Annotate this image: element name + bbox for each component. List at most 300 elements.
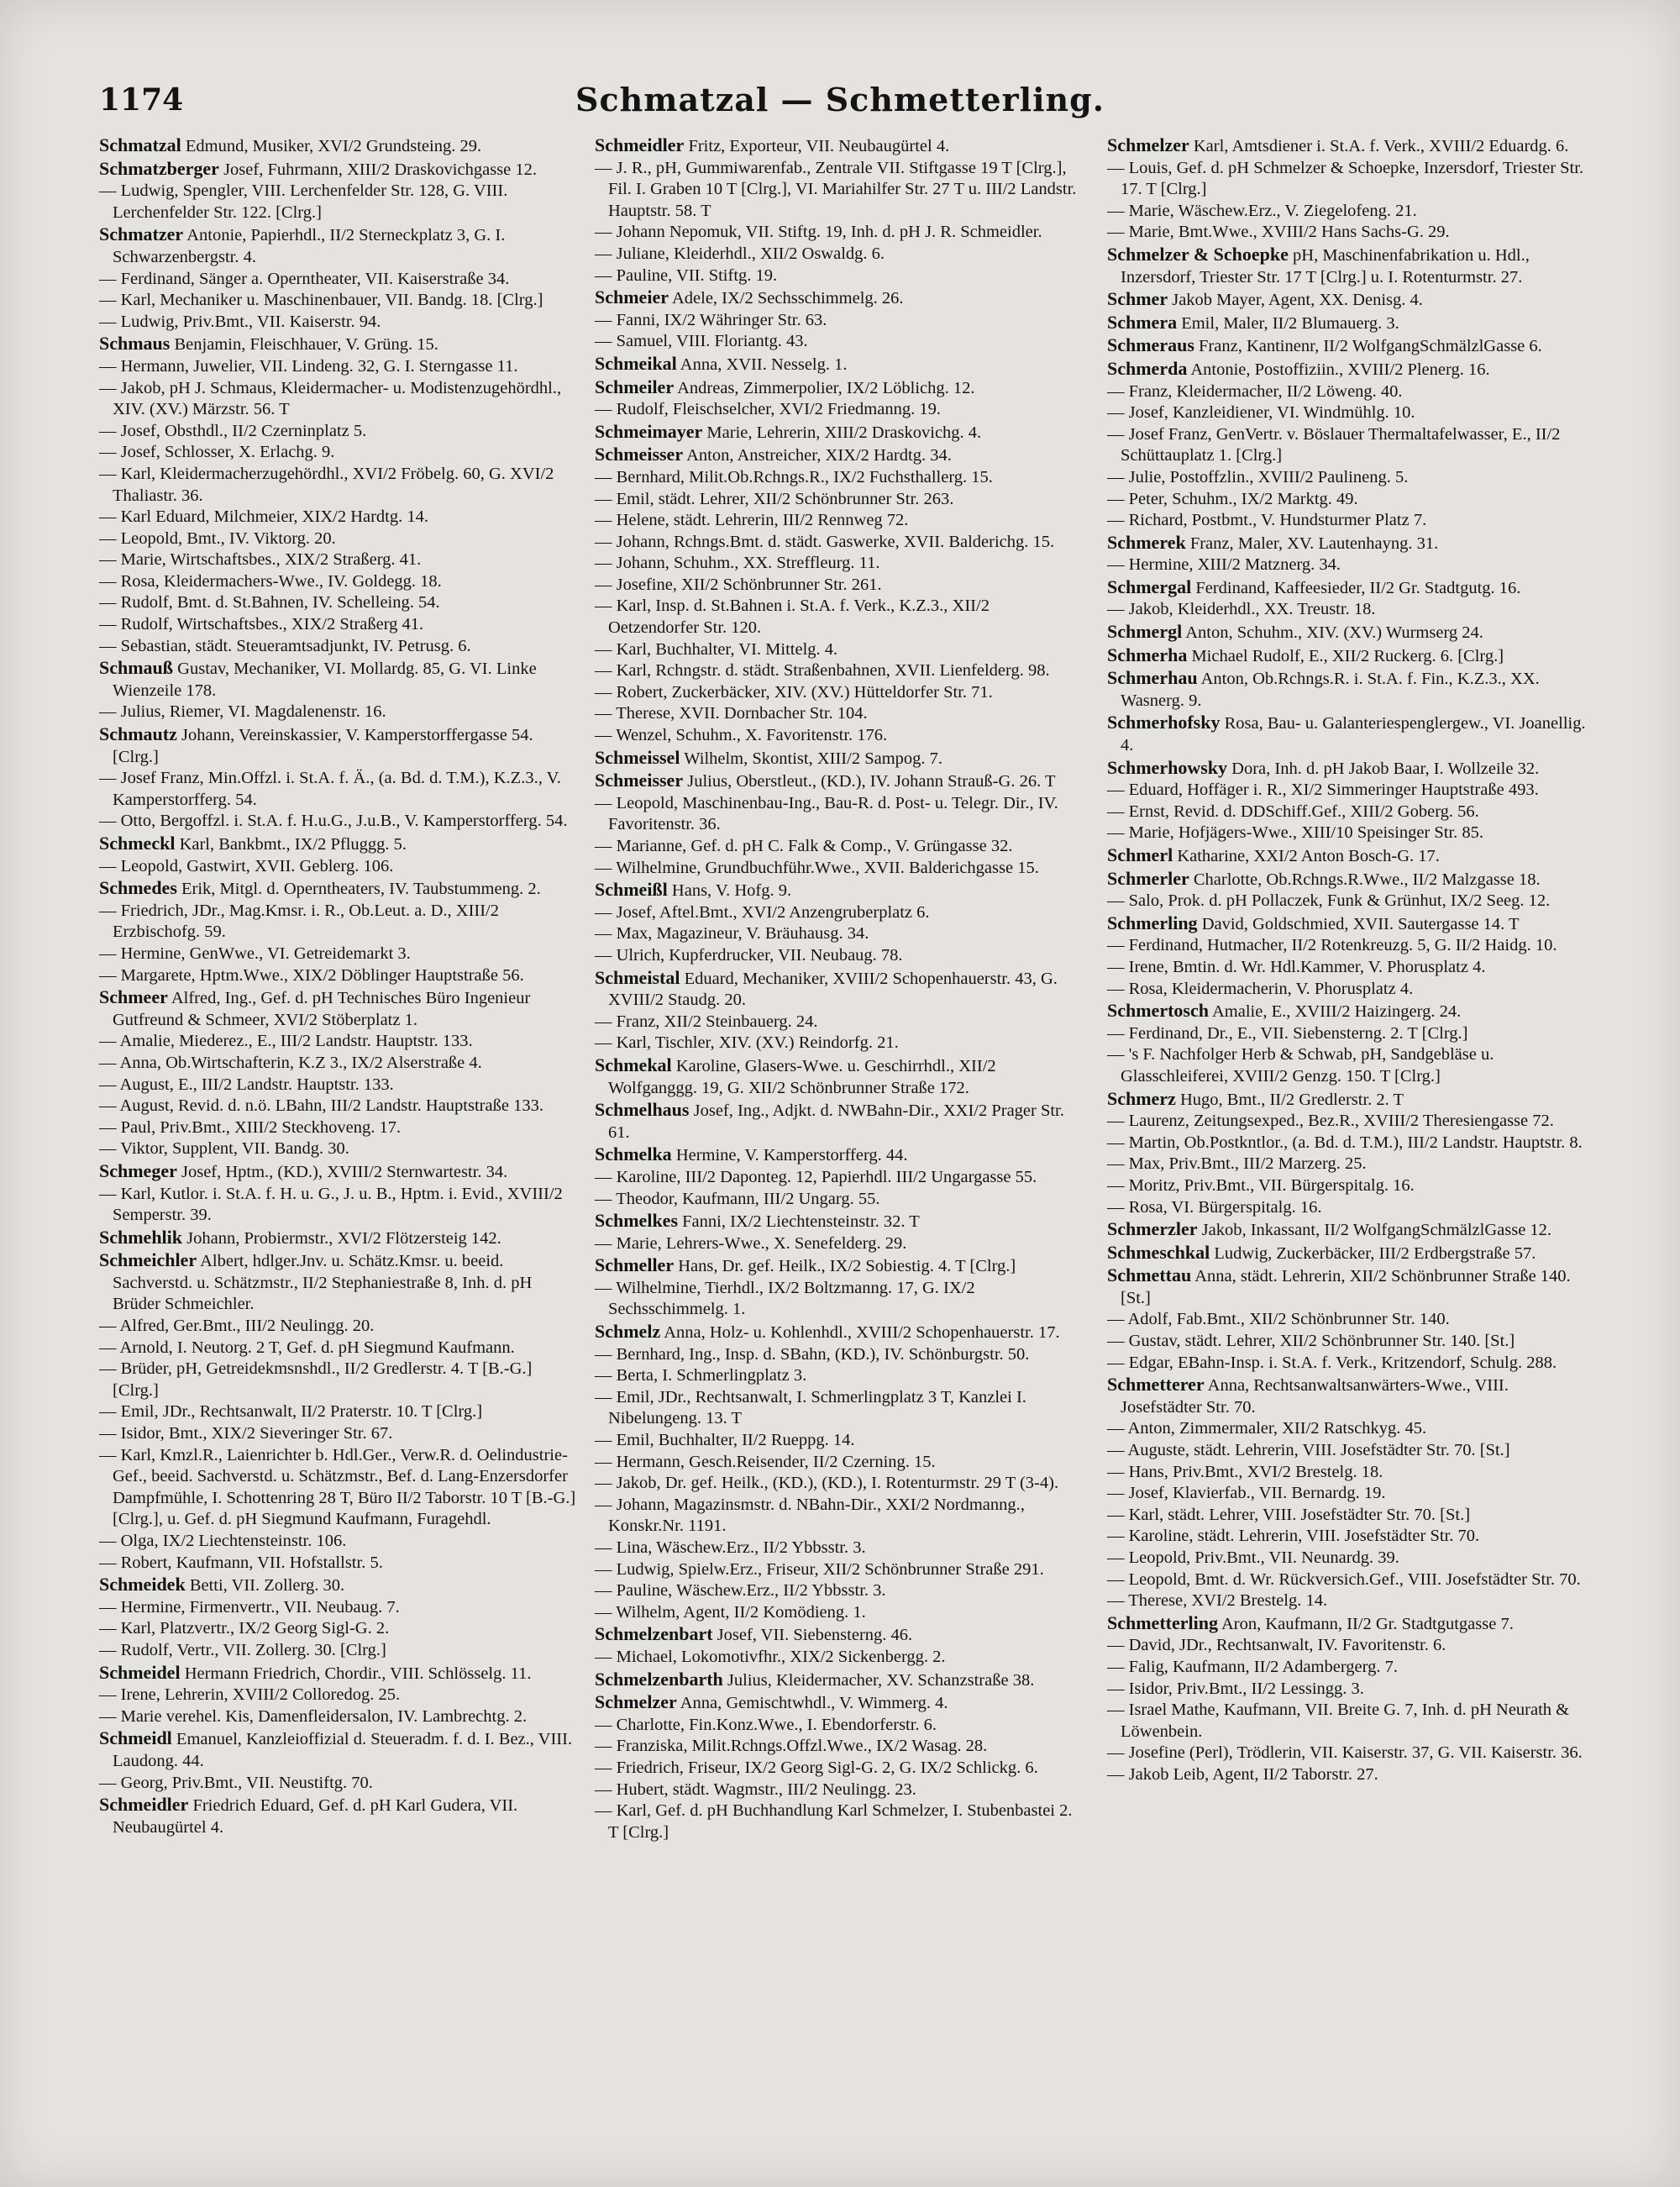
entry-text: — Margarete, Hptm.Wwe., XIX/2 Döblinger Hauptstraße 56.: [99, 965, 524, 985]
directory-entry: [1107, 467, 1590, 489]
entry-text: — Ludwig, Priv.Bmt., VII. Kaiserstr. 94.: [99, 312, 381, 331]
directory-entry: [1107, 1635, 1590, 1657]
entry-text: — Georg, Priv.Bmt., VII. Neustiftg. 70.: [99, 1773, 373, 1792]
entry-surname: Schmeer: [99, 986, 168, 1008]
entry-text: Anna, Rechtsanwaltsanwärters-Wwe., VIII. Josefstädter Str. 70.: [1121, 1376, 1509, 1417]
directory-entry: [595, 1801, 1078, 1843]
entry-text: — Marie, Wirtschaftsbes., XIX/2 Straßerg. 41.: [99, 550, 422, 570]
entry-surname: Schmerz: [1107, 1087, 1176, 1109]
directory-entry: [595, 467, 1078, 489]
entry-text: Julius, Oberstleut., (KD.), IV. Johann Strauß-G. 26. T: [687, 772, 1056, 791]
entry-text: Friedrich Eduard, Gef. d. pH Karl Gudera, VII. Neubaugürtel 4.: [113, 1796, 518, 1837]
entry-text: — Theodor, Kaufmann, III/2 Ungarg. 55.: [595, 1189, 880, 1208]
entry-text: — Otto, Bergoffzl. i. St.A. f. H.u.G., J.u.B., V. Kamperstorfferg. 54.: [99, 812, 568, 831]
entry-text: Hermine, V. Kamperstorfferg. 44.: [675, 1146, 908, 1165]
directory-entry: [1107, 1590, 1590, 1612]
entry-text: — Isidor, Bmt., XIX/2 Sieveringer Str. 67.: [99, 1424, 393, 1443]
entry-text: — 's F. Nachfolger Herb & Schwab, pH, Sandgebläse u. Glasschleiferei, XVIII/2 Genzg. 150. T [Clrg.]: [1107, 1045, 1494, 1086]
entry-text: — Karl, Gef. d. pH Buchhandlung Karl Schmelzer, I. Stubenbastei 2. T [Clrg.]: [595, 1801, 1073, 1842]
entry-text: — Rudolf, Fleischselcher, XVI/2 Friedmanng. 19.: [595, 400, 941, 419]
directory-entry: [1107, 134, 1590, 158]
directory-entry: [99, 1618, 582, 1640]
directory-entry: [1107, 1309, 1590, 1331]
entry-text: Rosa, Bau- u. Galanteriespenglergew., VI. Joanellig. 4.: [1121, 714, 1586, 755]
entry-surname: Schmeidel: [99, 1661, 181, 1683]
directory-entry: [99, 592, 582, 614]
entry-surname: Schmerda: [1107, 357, 1188, 379]
directory-entry: [595, 1780, 1078, 1801]
directory-entry: [99, 1075, 582, 1096]
directory-entry: [99, 1640, 582, 1662]
entry-text: Hans, Dr. gef. Heilk., IX/2 Sobiestig. 4. T [Clrg.]: [678, 1257, 1016, 1276]
directory-entry: [99, 1160, 582, 1184]
entry-surname: Schmelkes: [595, 1210, 678, 1232]
directory-entry: [595, 639, 1078, 661]
directory-entry: [1107, 1088, 1590, 1112]
entry-text: Karl, Amtsdiener i. St.A. f. Verk., XVIII/2 Eduardg. 6.: [1193, 137, 1569, 155]
directory-entry: [595, 1099, 1078, 1143]
directory-entry: [1107, 1440, 1590, 1462]
entry-text: — Karl, Platzvertr., IX/2 Georg Sigl-G. 2.: [99, 1619, 390, 1638]
entry-text: Alfred, Ing., Gef. d. pH Technisches Büro Ingenieur Gutfreund & Schmeer, XVI/2 Stöberplatz 1.: [113, 989, 531, 1029]
directory-entry: [595, 1580, 1078, 1602]
entry-text: Anton, Anstreicher, XIX/2 Hardtg. 34.: [686, 446, 952, 465]
entry-text: Antonie, Papierhdl., II/2 Sterneckplatz 3, G. I. Schwarzenbergstr. 4.: [113, 226, 506, 266]
entry-surname: Schmautz: [99, 723, 177, 745]
entry-text: — Karl, Buchhalter, VI. Mittelg. 4.: [595, 639, 838, 659]
entry-surname: Schmerler: [1107, 867, 1189, 889]
directory-entry: [595, 532, 1078, 554]
directory-entry: [99, 1053, 582, 1075]
entry-text: — Franz, Kleidermacher, II/2 Löweng. 40.: [1107, 381, 1403, 401]
entry-text: — Adolf, Fab.Bmt., XII/2 Schönbrunner Str. 140.: [1107, 1310, 1450, 1329]
entry-surname: Schmelhaus: [595, 1099, 690, 1121]
entry-surname: Schmelzer: [1107, 134, 1189, 155]
entry-text: — Robert, Zuckerbäcker, XIV. (XV.) Hütteldorfer Str. 71.: [595, 682, 993, 702]
entry-surname: Schmelz: [595, 1321, 661, 1343]
directory-entry: [99, 333, 582, 356]
directory-entry: [1107, 1218, 1590, 1242]
entry-text: Charlotte, Ob.Rchngs.R.Wwe., II/2 Malzgasse 18.: [1193, 870, 1541, 889]
directory-entry: [99, 1553, 582, 1575]
directory-entry: [99, 944, 582, 965]
entry-text: — Emil, JDr., Rechtsanwalt, I. Schmerlingplatz 3 T, Kanzlei I. Nibelungeng. 13. T: [595, 1387, 1026, 1428]
directory-entry: [1107, 891, 1590, 912]
directory-entry: [1107, 1111, 1590, 1133]
directory-entry: [99, 901, 582, 944]
directory-entry: [99, 158, 582, 181]
entry-text: Emanuel, Kanzleioffizial d. Steueradm. f. d. I. Bez., VIII. Laudong. 44.: [113, 1730, 573, 1770]
directory-entry: [99, 507, 582, 528]
directory-entry: [99, 1316, 582, 1338]
entry-text: pH, Maschinenfabrikation u. Hdl., Inzersdorf, Triester Str. 17 T [Clrg.] u. I. Rotenturmstr. 27.: [1121, 245, 1530, 287]
entry-text: Franz, Maler, XV. Lautenhayng. 31.: [1189, 534, 1439, 553]
entry-text: — Josefine (Perl), Trödlerin, VII. Kaiserstr. 37, G. VII. Kaiserstr. 36.: [1107, 1743, 1583, 1763]
entry-text: — Ferdinand, Sänger a. Operntheater, VII. Kaiserstraße 34.: [99, 269, 510, 288]
entry-text: — Jakob, Dr. gef. Heilk., (KD.), (KD.), I. Rotenturmstr. 29 T (3-4).: [595, 1474, 1059, 1493]
directory-entry: [595, 310, 1078, 332]
entry-text: Edmund, Musiker, XVI/2 Grundsteing. 29.: [185, 137, 482, 155]
entry-text: — Julius, Riemer, VI. Magdalenenstr. 16.: [99, 702, 386, 722]
entry-text: Julius, Kleidermacher, XV. Schanzstraße 38.: [727, 1670, 1035, 1690]
directory-entry: [1107, 844, 1590, 868]
entry-text: — Hermine, XIII/2 Matznerg. 34.: [1107, 555, 1341, 575]
directory-entry: [595, 1344, 1078, 1366]
directory-entry: [1107, 1743, 1590, 1764]
directory-entry: [595, 596, 1078, 639]
directory-entry: [595, 353, 1078, 376]
directory-entry: [99, 1662, 582, 1685]
entry-text: Anna, städt. Lehrerin, XII/2 Schönbrunner Straße 140. [St.]: [1121, 1267, 1571, 1307]
directory-entry: [1107, 802, 1590, 823]
entry-surname: Schmeidl: [99, 1727, 172, 1749]
directory-entry: [595, 923, 1078, 945]
directory-entry: [595, 1473, 1078, 1495]
directory-entry: [595, 1495, 1078, 1538]
entry-text: Benjamin, Fleischhauer, V. Grüng. 15.: [174, 335, 438, 355]
entry-text: — Johann, Rchngs.Bmt. d. städt. Gaswerke, XVII. Balderichg. 15.: [595, 532, 1055, 551]
entry-text: Michael Rudolf, E., XII/2 Ruckerg. 6. [Clrg.]: [1191, 646, 1504, 665]
entry-text: — Franz, XII/2 Steinbauerg. 24.: [595, 1012, 818, 1031]
entry-text: — Michael, Lokomotivfhr., XIX/2 Sickenbergg. 2.: [595, 1647, 946, 1666]
entry-text: Albert, hdlger.Jnv. u. Schätz.Kmsr. u. beeid. Sachverstd. u. Schätzmstr., II/2 Stephaniestraße 8, Inh. d. pH Brüder Schmeichler.: [113, 1252, 533, 1314]
directory-entry: [99, 965, 582, 987]
directory-entry: [1107, 1242, 1590, 1265]
directory-entry: [99, 356, 582, 378]
entry-text: — Hermann, Juwelier, VII. Lindeng. 32, G. I. Sterngasse 11.: [99, 356, 518, 376]
directory-entry: [1107, 381, 1590, 403]
directory-entry: [99, 1031, 582, 1053]
directory-entry: [99, 1423, 582, 1445]
entry-surname: Schmeidek: [99, 1574, 186, 1596]
directory-entry: [595, 1691, 1078, 1715]
entry-text: — Karl, Rchngstr. d. städt. Straßenbahnen, XVII. Lienfelderg. 98.: [595, 661, 1050, 681]
entry-text: — J. R., pH, Gummiwarenfab., Zentrale VII. Stiftgasse 19 T [Clrg.], Fil. I. Graben 10 T [Clrg.], VI. Mariahilfer Str. 27 T u. III/2 Landstr. Hauptstr. 58. T: [595, 158, 1077, 220]
entry-text: — Josef Franz, GenVertr. v. Böslauer Thermaltafelwasser, E., II/2 Schüttauplatz 1. [Clrg.]: [1107, 424, 1561, 465]
directory-entry: [1107, 757, 1590, 781]
directory-entry: [1107, 288, 1590, 312]
entry-text: — Helene, städt. Lehrerin, III/2 Rennweg 72.: [595, 511, 909, 530]
directory-entry: [99, 856, 582, 878]
directory-entry: [595, 1210, 1078, 1233]
entry-text: — Leopold, Priv.Bmt., VII. Neunardg. 39.: [1107, 1548, 1399, 1567]
entry-text: — Ludwig, Spengler, VIII. Lerchenfelder Str. 128, G. VIII. Lerchenfelder Str. 122. [Clrg.]: [99, 181, 508, 222]
entry-surname: Schmertosch: [1107, 1000, 1209, 1022]
directory-entry: [595, 1736, 1078, 1758]
directory-entry: [595, 1758, 1078, 1780]
directory-entry: [595, 575, 1078, 597]
entry-text: — Wilhelmine, Grundbuchführ.Wwe., XVII. Balderichgasse 15.: [595, 858, 1039, 877]
entry-surname: Schmekal: [595, 1054, 672, 1075]
directory-entry: [1107, 712, 1590, 756]
directory-entry: [595, 158, 1078, 223]
entry-text: — Wenzel, Schuhm., X. Favoritenstr. 176.: [595, 726, 888, 745]
directory-entry: [595, 1143, 1078, 1167]
directory-entry: [1107, 1548, 1590, 1569]
directory-entry: [1107, 1679, 1590, 1701]
entry-text: Hans, V. Hofg. 9.: [671, 881, 792, 901]
entry-text: Wilhelm, Skontist, XIII/2 Sampog. 7.: [684, 749, 943, 768]
entry-surname: Schmettau: [1107, 1264, 1192, 1286]
entry-text: Adele, IX/2 Sechsschimmelg. 26.: [671, 289, 904, 308]
directory-entry: [1107, 1353, 1590, 1375]
entry-text: — Robert, Kaufmann, VII. Hofstallstr. 5.: [99, 1553, 383, 1572]
entry-surname: Schmatzal: [99, 134, 181, 155]
entry-text: Marie, Lehrerin, XIII/2 Draskovichg. 4.: [706, 423, 982, 442]
entry-text: — Richard, Postbmt., V. Hundsturmer Platz 7.: [1107, 511, 1427, 530]
entry-surname: Schmelzer: [595, 1691, 677, 1713]
entry-text: — Johann, Magazinsmstr. d. NBahn-Dir., XXI/2 Nordmanng., Konskr.Nr. 1191.: [595, 1495, 1025, 1536]
entry-text: — Therese, XVII. Dornbacher Str. 104.: [595, 704, 868, 723]
directory-entry: [99, 1706, 582, 1728]
directory-entry: [99, 614, 582, 636]
directory-entry: [99, 1727, 582, 1772]
entry-surname: Schmerzler: [1107, 1218, 1198, 1240]
directory-entry: [1107, 402, 1590, 424]
entry-text: Fritz, Exporteur, VII. Neubaugürtel 4.: [688, 137, 950, 155]
directory-entry: [99, 378, 582, 421]
entry-text: — Israel Mathe, Kaufmann, VII. Breite G. 7, Inh. d. pH Neurath & Löwenbein.: [1107, 1701, 1570, 1741]
directory-entry: [99, 1773, 582, 1795]
directory-entry: [99, 833, 582, 856]
entry-surname: Schmeimayer: [595, 420, 703, 442]
directory-entry: [1107, 1505, 1590, 1527]
directory-entry: [1107, 576, 1590, 600]
entry-text: — Johann Nepomuk, VII. Stiftg. 19, Inh. d. pH J. R. Schmeidler.: [595, 223, 1042, 242]
directory-entry: [595, 1321, 1078, 1344]
directory-entry: [1107, 1764, 1590, 1786]
entry-text: David, Goldschmied, XVII. Sautergasse 14. T: [1201, 914, 1520, 933]
entry-surname: Schmaus: [99, 333, 171, 355]
directory-entry: [1107, 1023, 1590, 1045]
entry-text: — Bernhard, Ing., Insp. d. SBahn, (KD.), IV. Schönburgstr. 50.: [595, 1344, 1030, 1364]
entry-text: — Irene, Lehrerin, XVIII/2 Colloredog. 25.: [99, 1685, 401, 1705]
entry-text: Josef, Fuhrmann, XIII/2 Draskovichgasse 12.: [223, 160, 537, 179]
entry-text: — Rudolf, Vertr., VII. Zollerg. 30. [Clrg.]: [99, 1640, 386, 1659]
entry-surname: Schmeger: [99, 1159, 177, 1181]
entry-text: — Leopold, Gastwirt, XVII. Geblerg. 106.: [99, 856, 394, 875]
entry-text: — Hermann, Gesch.Reisender, II/2 Czerning. 15.: [595, 1452, 936, 1471]
entry-surname: Schmeissel: [595, 746, 680, 768]
directory-entry: [595, 222, 1078, 244]
directory-entry: [595, 1365, 1078, 1387]
directory-entry: [595, 1559, 1078, 1581]
entry-text: Andreas, Zimmerpolier, IX/2 Löblichg. 12.: [677, 378, 975, 397]
entry-text: — Hermine, Firmenvertr., VII. Neubaug. 7.: [99, 1597, 400, 1617]
directory-entry: [595, 1669, 1078, 1692]
entry-surname: Schmerhau: [1107, 667, 1198, 689]
directory-entry: [1107, 312, 1590, 335]
directory-entry: [99, 571, 582, 593]
entry-text: Josef, Hptm., (KD.), XVIII/2 Sternwartestr. 34.: [181, 1162, 508, 1181]
entry-text: — Arnold, I. Neutorg. 2 T, Gef. d. pH Siegmund Kaufmann.: [99, 1338, 515, 1357]
directory-entry: [595, 1430, 1078, 1452]
entry-text: — Karl, Tischler, XIV. (XV.) Reindorfg. 21.: [595, 1033, 899, 1053]
directory-entry: [1107, 1374, 1590, 1418]
directory-entry: [1107, 1264, 1590, 1309]
column-2: [595, 134, 1078, 1843]
entry-text: — Marianne, Gef. d. pH C. Falk & Comp., V. Grüngasse 32.: [595, 837, 1013, 855]
directory-entry: [595, 1012, 1078, 1033]
directory-entry: [99, 1531, 582, 1553]
column-1: [99, 134, 582, 1838]
entry-text: Anton, Schuhm., XIV. (XV.) Wurmserg 24.: [1185, 623, 1483, 643]
entry-text: — Josef, Obsthdl., II/2 Czerninplatz 5.: [99, 421, 367, 440]
entry-text: — Rosa, Kleidermachers-Wwe., IV. Goldegg. 18.: [99, 571, 442, 591]
entry-text: — Jakob, Kleiderhdl., XX. Treustr. 18.: [1107, 600, 1376, 619]
entry-text: — Johann, Schuhm., XX. Streffleurg. 11.: [595, 554, 880, 573]
directory-entry: [1107, 489, 1590, 511]
entry-text: — Rosa, Kleidermacherin, V. Phorusplatz 4.: [1107, 979, 1414, 998]
directory-entry: [99, 269, 582, 291]
directory-entry: [1107, 935, 1590, 957]
directory-entry: [1107, 1044, 1590, 1087]
entry-text: — Salo, Prok. d. pH Pollaczek, Funk & Grünhut, IX/2 Seeg. 12.: [1107, 891, 1551, 911]
entry-text: — Bernhard, Milit.Ob.Rchngs.R., IX/2 Fuchsthallerg. 15.: [595, 467, 993, 486]
entry-text: — Franziska, Milit.Rchngs.Offzl.Wwe., IX/2 Wasag. 28.: [595, 1737, 988, 1756]
entry-text: — Josef Franz, Min.Offzl. i. St.A. f. Ä., (a. Bd. d. T.M.), K.Z.3., V. Kamperstorfferg. 54.: [99, 769, 561, 809]
entry-text: Anna, XVII. Nesselg. 1.: [680, 355, 848, 374]
directory-entry: [595, 770, 1078, 793]
directory-entry: [595, 703, 1078, 725]
directory-entry: [595, 1602, 1078, 1624]
entry-text: — Josefine, XII/2 Schönbrunner Str. 261.: [595, 575, 882, 594]
directory-entry: [595, 1623, 1078, 1647]
entry-surname: Schmelzenbarth: [595, 1668, 723, 1690]
entry-text: — Irene, Bmtin. d. Wr. Hdl.Kammer, V. Phorusplatz 4.: [1107, 957, 1486, 976]
entry-text: — Ferdinand, Hutmacher, II/2 Rotenkreuzg. 5, G. II/2 Haidg. 10.: [1107, 936, 1557, 955]
entry-text: — Karoline, III/2 Daponteg. 12, Papierhdl. III/2 Ungargasse 55.: [595, 1167, 1037, 1186]
entry-text: — Karoline, städt. Lehrerin, VIII. Josefstädter Str. 70.: [1107, 1527, 1480, 1546]
entry-text: — Paul, Priv.Bmt., XIII/2 Steckhoveng. 17.: [99, 1117, 402, 1137]
entry-text: — Emil, Buchhalter, II/2 Rueppg. 14.: [595, 1431, 855, 1450]
directory-entry: [595, 1715, 1078, 1737]
entry-text: — Eduard, Hoffäger i. R., XI/2 Simmeringer Hauptstraße 493.: [1107, 781, 1539, 800]
directory-entry: [99, 464, 582, 507]
entry-surname: Schmergl: [1107, 621, 1183, 643]
entry-surname: Schmauß: [99, 657, 174, 679]
directory-entry: [1107, 424, 1590, 467]
directory-entry: [595, 1538, 1078, 1559]
directory-entry: [99, 986, 582, 1031]
entry-text: — Max, Magazineur, V. Bräuhausg. 34.: [595, 924, 869, 944]
entry-text: — Hermine, GenWwe., VI. Getreidemarkt 3.: [99, 944, 411, 963]
entry-text: — Karl, Kutlor. i. St.A. f. H. u. G., J. u. B., Hptm. i. Evid., XVIII/2 Semperstr. 39.: [99, 1184, 563, 1225]
entry-surname: Schmerha: [1107, 644, 1188, 665]
entry-text: Jakob, Inkassant, II/2 WolfgangSchmälzlGasse 12.: [1201, 1221, 1552, 1240]
entry-surname: Schmergal: [1107, 576, 1192, 597]
directory-entry: [99, 1359, 582, 1401]
entry-text: — Josef, Klavierfab., VII. Bernardg. 19.: [1107, 1484, 1386, 1503]
entry-text: Emil, Maler, II/2 Blumauerg. 3.: [1181, 313, 1399, 333]
directory-entry: [99, 1184, 582, 1227]
directory-entry: [595, 1054, 1078, 1099]
entry-text: — Moritz, Priv.Bmt., VII. Bürgerspitalg. 16.: [1107, 1175, 1415, 1195]
directory-entry: [99, 877, 582, 901]
page-number: 1174: [99, 82, 184, 118]
entry-surname: Schmerling: [1107, 912, 1198, 933]
entry-text: — Gustav, städt. Lehrer, XII/2 Schönbrunner Str. 140. [St.]: [1107, 1332, 1515, 1351]
entry-text: Ludwig, Zuckerbäcker, III/2 Erdbergstraße 57.: [1214, 1243, 1536, 1263]
directory-entry: [595, 287, 1078, 310]
directory-entry: [595, 945, 1078, 967]
entry-text: — Olga, IX/2 Liechtensteinstr. 106.: [99, 1532, 347, 1550]
directory-entry: [99, 1138, 582, 1160]
entry-text: — Rudolf, Wirtschaftsbes., XIX/2 Straßerg 41.: [99, 615, 424, 634]
directory-entry: [99, 442, 582, 464]
entry-text: — Louis, Gef. d. pH Schmelzer & Schoepke, Inzersdorf, Triester Str. 17. T [Clrg.]: [1107, 158, 1584, 199]
directory-entry: [595, 836, 1078, 858]
entry-text: — Brüder, pH, Getreidekmsnshdl., II/2 Gredlerstr. 4. T [B.-G.] [Clrg.]: [99, 1359, 533, 1400]
entry-surname: Schmeidler: [99, 1794, 189, 1816]
directory-entry: [595, 793, 1078, 836]
entry-text: Jakob Mayer, Agent, XX. Denisg. 4.: [1172, 291, 1423, 310]
directory-entry: [595, 1033, 1078, 1054]
entry-text: — Juliane, Kleiderhdl., XII/2 Oswaldg. 6.: [595, 244, 885, 263]
entry-surname: Schmerl: [1107, 844, 1173, 865]
directory-entry: [1107, 1612, 1590, 1636]
entry-surname: Schmeikal: [595, 352, 677, 374]
directory-entry: [1107, 957, 1590, 979]
directory-entry: [99, 636, 582, 658]
directory-entry: [595, 1167, 1078, 1189]
entry-text: — Martin, Ob.Postkntlor., (a. Bd. d. T.M.), III/2 Landstr. Hauptstr. 8.: [1107, 1133, 1583, 1152]
directory-entry: [595, 510, 1078, 532]
entry-text: Ferdinand, Kaffeesieder, II/2 Gr. Stadtgutg. 16.: [1195, 578, 1521, 597]
directory-entry: [1107, 1331, 1590, 1353]
directory-entry: [99, 223, 582, 268]
entry-surname: Schmeisser: [595, 444, 684, 465]
directory-entry: [1107, 1657, 1590, 1679]
directory-entry: [99, 1401, 582, 1423]
entry-text: Eduard, Mechaniker, XVIII/2 Schopenhauerstr. 43, G. XVIII/2 Staudg. 20.: [608, 969, 1058, 1010]
entry-text: Katharine, XXI/2 Anton Bosch-G. 17.: [1177, 847, 1440, 865]
directory-entry: [1107, 599, 1590, 621]
directory-entry: [595, 660, 1078, 682]
entry-text: — Isidor, Priv.Bmt., II/2 Lessingg. 3.: [1107, 1679, 1364, 1698]
directory-entry: [595, 902, 1078, 924]
directory-entry: [1107, 555, 1590, 576]
entry-surname: Schmer: [1107, 288, 1168, 310]
directory-entry: [595, 725, 1078, 747]
entry-text: — Falig, Kaufmann, II/2 Adambergerg. 7.: [1107, 1657, 1398, 1676]
entry-surname: Schmerhowsky: [1107, 756, 1228, 778]
directory-entry: [1107, 621, 1590, 644]
entry-surname: Schmelzenbart: [595, 1623, 713, 1645]
entry-text: — Marie, Bmt.Wwe., XVIII/2 Hans Sachs-G. 29.: [1107, 223, 1450, 242]
entry-surname: Schmehlik: [99, 1226, 183, 1248]
directory-entry: [99, 1445, 582, 1531]
entry-text: — Therese, XVI/2 Brestelg. 14.: [1107, 1591, 1328, 1611]
entry-surname: Schmeller: [595, 1254, 675, 1276]
entry-text: — Marie verehel. Kis, Damenfleidersalon, IV. Lambrechtg. 2.: [99, 1706, 528, 1726]
directory-entry: [1107, 201, 1590, 223]
entry-text: Dora, Inh. d. pH Jakob Baar, I. Wollzeile 32.: [1231, 759, 1540, 778]
directory-entry: [595, 747, 1078, 770]
directory-entry: [99, 1249, 582, 1316]
column-3: [1107, 134, 1590, 1786]
entry-text: — Jakob, pH J. Schmaus, Kleidermacher- u. Modistenzugehördhl., XIV. (XV.) Märzstr. 56. T: [99, 378, 562, 419]
entry-text: — Viktor, Supplent, VII. Bandg. 30.: [99, 1139, 349, 1159]
entry-text: — Josef, Aftel.Bmt., XVI/2 Anzengruberplatz 6.: [595, 902, 930, 922]
entry-text: — Friedrich, Friseur, IX/2 Georg Sigl-G. 2, G. IX/2 Schlickg. 6.: [595, 1758, 1038, 1777]
directory-entry: [1107, 823, 1590, 844]
entry-surname: Schmerek: [1107, 531, 1186, 553]
entry-text: — Ulrich, Kupferdrucker, VII. Neubaug. 78.: [595, 945, 903, 965]
entry-text: — Peter, Schuhm., IX/2 Marktg. 49.: [1107, 489, 1358, 508]
entry-text: Amalie, E., XVIII/2 Haizingerg. 24.: [1211, 1002, 1462, 1022]
entry-text: — Wilhelmine, Tierhdl., IX/2 Boltzmanng. 17, G. IX/2 Sechsschimmelg. 1.: [595, 1278, 975, 1319]
